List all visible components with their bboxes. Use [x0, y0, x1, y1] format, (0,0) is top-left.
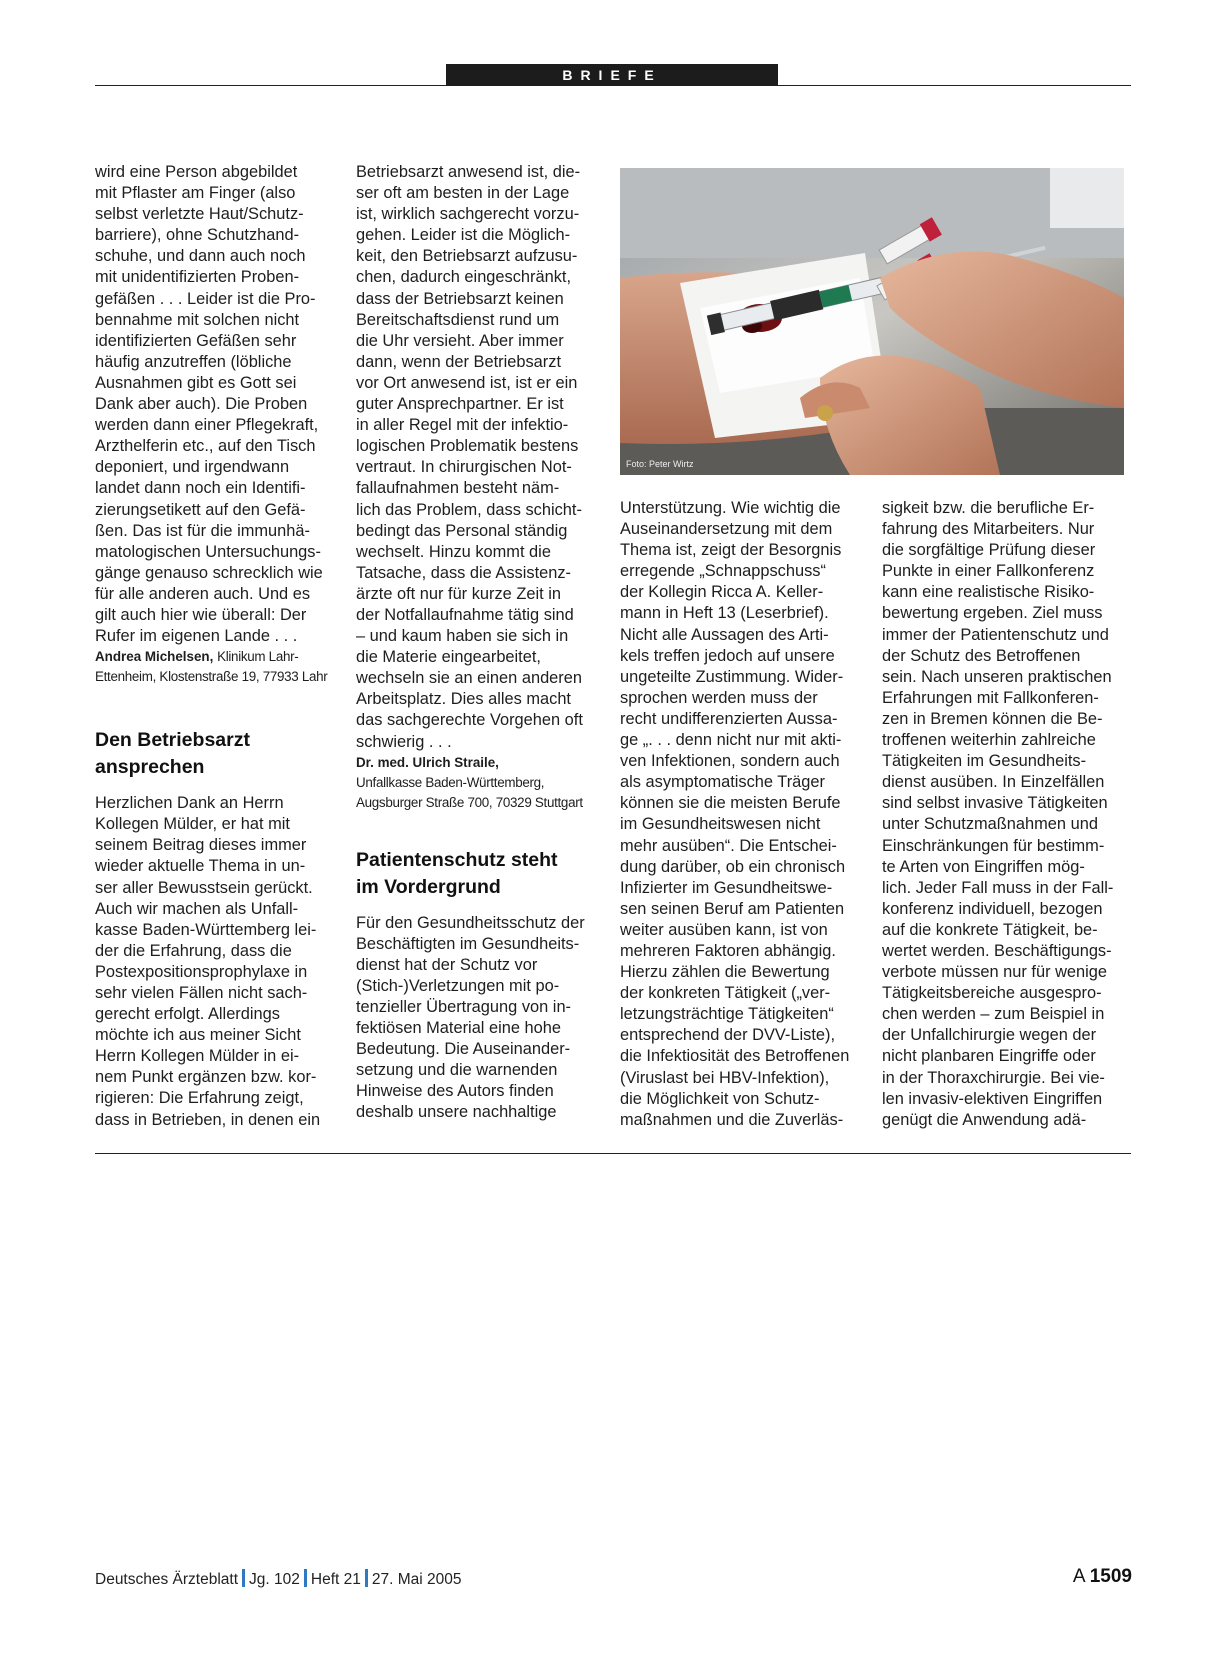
photo-credit: Foto: Peter Wirtz [626, 459, 694, 469]
text-line: kels treffen jedoch auf unsere [620, 646, 835, 665]
text-line: Bereitschaftsdienst rund um [356, 310, 560, 329]
letter-body-3-cont-2 [882, 498, 1132, 1131]
text-line: ge „. . . denn nicht nur mit akti- [620, 731, 842, 750]
text-line: sprochen werden muss der [620, 688, 818, 707]
text-line: verbote müssen nur für wenige [882, 963, 1108, 982]
journal-issue: Heft 21 [310, 1571, 361, 1588]
text-line: immer der Patientenschutz und [882, 625, 1109, 644]
text-line: wechseln sie an einen anderen [356, 669, 582, 688]
text-line: der Kollegin Ricca A. Keller- [620, 583, 824, 602]
text-line: Dank aber auch). Die Proben [95, 395, 308, 414]
text-line: als asymptomatische Träger [620, 773, 825, 792]
text-line: letzungsträchtige Tätigkeiten“ [620, 1005, 834, 1024]
text-line: Für den Gesundheitsschutz der [356, 913, 585, 932]
author-affiliation-line: Unfallkasse Baden-Württemberg, [356, 774, 545, 790]
text-line: (Viruslast bei HBV-Infektion), [620, 1068, 830, 1087]
text-line: sigkeit bzw. die berufliche Er- [882, 499, 1095, 517]
footer-citation [95, 1569, 461, 1589]
text-line: chen werden – zum Beispiel in [882, 1005, 1105, 1024]
text-line: ungeteilte Zustimmung. Wider- [620, 667, 844, 686]
text-line: Herrn Kollegen Mülder in ei- [95, 1047, 300, 1066]
text-line: die Uhr versieht. Aber immer [356, 331, 564, 350]
author-signature-2 [356, 753, 611, 773]
text-line: deshalb unsere nachhaltige [356, 1103, 557, 1122]
page-number: A 1509 [1072, 1566, 1132, 1587]
text-line: ßen. Das ist für die immunhä- [95, 521, 310, 540]
text-line: Auseinandersetzung mit dem [620, 520, 833, 539]
text-line: seinem Beitrag dieses immer [95, 836, 307, 855]
text-line: werden dann einer Pflegekraft, [95, 416, 319, 435]
bottom-rule [95, 1153, 1131, 1154]
text-line: zierungsetikett auf den Gefä- [95, 500, 306, 519]
text-line: weiter ausüben kann, ist von [620, 920, 828, 939]
text-line: der Notfallaufnahme tätig sind [356, 605, 574, 624]
separator-bar [365, 1569, 368, 1587]
text-line: wieder aktuelle Thema in un- [95, 857, 306, 876]
text-line: mit Pflaster am Finger (also [95, 184, 296, 203]
text-line: dass der Betriebsarzt keinen [356, 289, 564, 308]
text-line: gänge genauso schrecklich wie [95, 563, 323, 582]
letter-body-2 [95, 793, 345, 1131]
text-line: der Schutz des Betroffenen [882, 646, 1081, 665]
text-line: die Materie eingearbeitet, [356, 648, 541, 667]
text-line: mehreren Faktoren abhängig. [620, 941, 836, 960]
text-line: maßnahmen und die Zuverläs- [620, 1110, 844, 1129]
text-line: gefäßen . . . Leider ist die Pro- [95, 289, 316, 308]
text-line: das sachgerechte Vorgehen oft [356, 711, 583, 730]
text-line: deponiert, und irgendwann [95, 458, 290, 477]
text-line: Nicht alle Aussagen des Arti- [620, 625, 829, 644]
text-line: gehen. Leider ist die Möglich- [356, 226, 571, 245]
text-line: fahrung des Mitarbeiters. Nur [882, 520, 1095, 539]
text-line: mehr ausüben“. Die Entschei- [620, 836, 837, 855]
column-4 [882, 498, 1132, 1131]
author-signature-1 [95, 647, 345, 667]
text-line: guter Ansprechpartner. Er ist [356, 395, 564, 414]
text-line: können sie die meisten Berufe [620, 794, 841, 813]
text-line: Ausnahmen gibt es Gott sei [95, 373, 297, 392]
text-line: ärzte oft nur für kurze Zeit in [356, 584, 561, 603]
text-line: kasse Baden-Württemberg lei- [95, 920, 317, 939]
text-line: wird eine Person abgebildet [95, 163, 298, 181]
text-line: Tatsache, dass die Assistenz- [356, 563, 572, 582]
text-line: sehr vielen Fällen nicht sach- [95, 984, 308, 1002]
text-line: wertet werden. Beschäftigungs- [882, 941, 1112, 960]
text-line: dung darüber, ob ein chronisch [620, 857, 846, 876]
text-line: nicht planbaren Eingriffe oder [882, 1047, 1096, 1066]
text-line: die Infektiosität des Betroffenen [620, 1047, 850, 1066]
text-line: dann, wenn der Betriebsarzt [356, 352, 562, 371]
text-line: lich das Problem, dass schicht- [356, 500, 582, 519]
text-line: dienst hat der Schutz vor [356, 955, 538, 974]
text-line: erregende „Schnappschuss“ [620, 562, 826, 581]
journal-date: 27. Mai 2005 [371, 1571, 462, 1588]
text-line: bewertung ergeben. Ziel muss [882, 604, 1103, 623]
text-line: sen seinen Beruf am Patienten [620, 899, 845, 918]
text-line: chen, dadurch eingeschränkt, [356, 268, 572, 287]
text-line: te Arten von Eingriffen mög- [882, 857, 1085, 876]
text-line: Betriebsarzt anwesend ist, die- [356, 163, 581, 181]
text-line: der die Erfahrung, dass die [95, 941, 292, 960]
text-line: Infizierter im Gesundheitswe- [620, 878, 833, 897]
column-2 [356, 162, 611, 1124]
text-line: lich. Jeder Fall muss in der Fall- [882, 878, 1114, 897]
text-line: bedingt das Personal ständig [356, 521, 568, 540]
author-affiliation-line: Augsburger Straße 700, 70329 Stuttgart [356, 794, 583, 810]
text-line: Thema ist, zeigt der Besorgnis [620, 541, 842, 560]
column-3 [620, 498, 870, 1131]
text-line: der Unfallchirurgie wegen der [882, 1026, 1097, 1045]
text-line: schwierig . . . [356, 732, 452, 751]
text-line: dienst ausüben. In Einzelfällen [882, 773, 1105, 792]
text-line: len invasiv-elektiven Eingriffen [882, 1089, 1103, 1108]
text-line: in der Thoraxchirurgie. Bei vie- [882, 1068, 1105, 1087]
text-line: Arbeitsplatz. Dies alles macht [356, 690, 571, 709]
text-line: gerecht erfolgt. Allerdings [95, 1005, 280, 1024]
letter-heading-3: Patientenschutz steht im Vordergrund [356, 848, 558, 898]
text-line: Hierzu zählen die Bewertung [620, 963, 830, 982]
column-1 [95, 162, 345, 1131]
text-line: Hinweise des Autors finden [356, 1082, 554, 1101]
text-line: wechselt. Hinzu kommt die [356, 542, 551, 561]
text-line: recht undifferenzierten Aussa- [620, 709, 838, 728]
text-line: (Stich-)Verletzungen mit po- [356, 976, 560, 995]
text-line: konferenz individuell, bezogen [882, 899, 1103, 918]
section-header: BRIEFE [446, 64, 778, 86]
text-line: sein. Nach unseren praktischen [882, 667, 1112, 686]
text-line: setzung und die warnenden [356, 1061, 558, 1080]
text-line: häufig anzutreffen (löbliche [95, 352, 292, 371]
text-line: Kollegen Mülder, er hat mit [95, 815, 290, 834]
text-line: tenzieller Übertragung von in- [356, 998, 572, 1016]
text-line: Herzlichen Dank an Herrn [95, 794, 284, 813]
text-line: dass in Betrieben, in denen ein [95, 1110, 321, 1129]
text-line: schuhe, und dann auch noch [95, 247, 306, 266]
text-line: Rufer im eigenen Lande . . . [95, 627, 298, 646]
text-line: selbst verletzte Haut/Schutz- [95, 205, 304, 224]
text-line: Einschränkungen für bestimm- [882, 836, 1105, 855]
journal-name: Deutsches Ärzteblatt [95, 1571, 239, 1588]
text-line: Postexpositionsprophylaxe in [95, 962, 308, 981]
text-line: Erfahrungen mit Fallkonferen- [882, 688, 1099, 707]
text-line: kann eine realistische Risiko- [882, 583, 1095, 602]
text-line: ser oft am besten in der Lage [356, 184, 570, 203]
text-line: Punkte in einer Fallkonferenz [882, 562, 1095, 581]
text-line: landet dann noch ein Identifi- [95, 479, 306, 498]
text-line: barriere), ohne Schutzhand- [95, 226, 300, 245]
text-line: der konkreten Tätigkeit („ver- [620, 984, 831, 1003]
text-line: fallaufnahmen besteht näm- [356, 479, 560, 498]
text-line: mit unidentifizierten Proben- [95, 268, 300, 287]
text-line: Tätigkeitsbereiche ausgespro- [882, 984, 1102, 1003]
text-line: unter Schutzmaßnahmen und [882, 815, 1098, 834]
journal-volume: Jg. 102 [249, 1571, 300, 1588]
author-name: Dr. med. Ulrich Straile, [356, 754, 499, 770]
text-line: für alle anderen auch. Und es [95, 584, 311, 603]
text-line: matologischen Untersuchungs- [95, 542, 321, 561]
text-line: zen in Bremen können die Be- [882, 709, 1103, 728]
text-line: genügt die Anwendung adä- [882, 1110, 1087, 1129]
text-line: vor Ort anwesend ist, ist er ein [356, 373, 578, 392]
text-line: sind selbst invasive Tätigkeiten [882, 794, 1108, 813]
author-name: Andrea Michelsen, [95, 649, 214, 665]
text-line: mann in Heft 13 (Leserbrief). [620, 604, 829, 623]
text-line: im Gesundheitswesen nicht [620, 815, 821, 834]
text-line: Beschäftigten im Gesundheits- [356, 934, 580, 953]
text-line: die Möglichkeit von Schutz- [620, 1089, 820, 1108]
text-line: keit, den Betriebsarzt aufzusu- [356, 247, 578, 266]
blood-sample-photo [620, 168, 1124, 475]
text-line: ven Infektionen, sondern auch [620, 752, 840, 771]
separator-bar [304, 1569, 307, 1587]
text-line: nem Punkt ergänzen bzw. kor- [95, 1068, 317, 1087]
separator-bar [242, 1569, 245, 1587]
text-line: ist, wirklich sachgerecht vorzu- [356, 205, 580, 224]
text-line: logischen Problematik bestens [356, 437, 579, 456]
letter-body-1 [95, 162, 345, 647]
text-line: Bedeutung. Die Auseinander- [356, 1040, 571, 1059]
text-line: Tätigkeiten im Gesundheits- [882, 752, 1087, 771]
text-line: in aller Regel mit der infektio- [356, 416, 569, 435]
text-line: troffenen weiterhin zahlreiche [882, 731, 1096, 750]
text-line: die sorgfältige Prüfung dieser [882, 541, 1096, 560]
text-line: Auch wir machen als Unfall- [95, 899, 299, 918]
text-line: bennahme mit solchen nicht [95, 310, 300, 329]
text-line: fektiösen Material eine hohe [356, 1019, 562, 1038]
text-line: rigieren: Die Erfahrung zeigt, [95, 1089, 304, 1108]
text-line: Unterstützung. Wie wichtig die [620, 499, 841, 517]
text-line: vertraut. In chirurgischen Not- [356, 458, 572, 477]
text-line: gilt auch hier wie überall: Der [95, 605, 307, 624]
text-line: – und kaum haben sie sich in [356, 627, 569, 646]
text-line: identifizierten Gefäßen sehr [95, 331, 297, 350]
letter-body-3-cont [620, 498, 870, 1131]
letter-body-3 [356, 913, 611, 1124]
text-line: auf die konkrete Tätigkeit, be- [882, 920, 1098, 939]
letter-heading-2: Den Betriebsarzt ansprechen [95, 729, 250, 779]
photo-blood-sample [620, 168, 1124, 475]
letter-body-2-cont [356, 162, 611, 753]
author-affiliation-line: Ettenheim, Klostenstraße 19, 77933 Lahr [95, 669, 328, 685]
author-affiliation: Klinikum Lahr- [217, 649, 299, 665]
text-line: möchte ich aus meiner Sicht [95, 1026, 301, 1045]
text-line: Arzthelferin etc., auf den Tisch [95, 437, 316, 456]
text-line: ser aller Bewusstsein gerückt. [95, 878, 313, 897]
text-line: entsprechend der DVV-Liste), [620, 1026, 836, 1045]
